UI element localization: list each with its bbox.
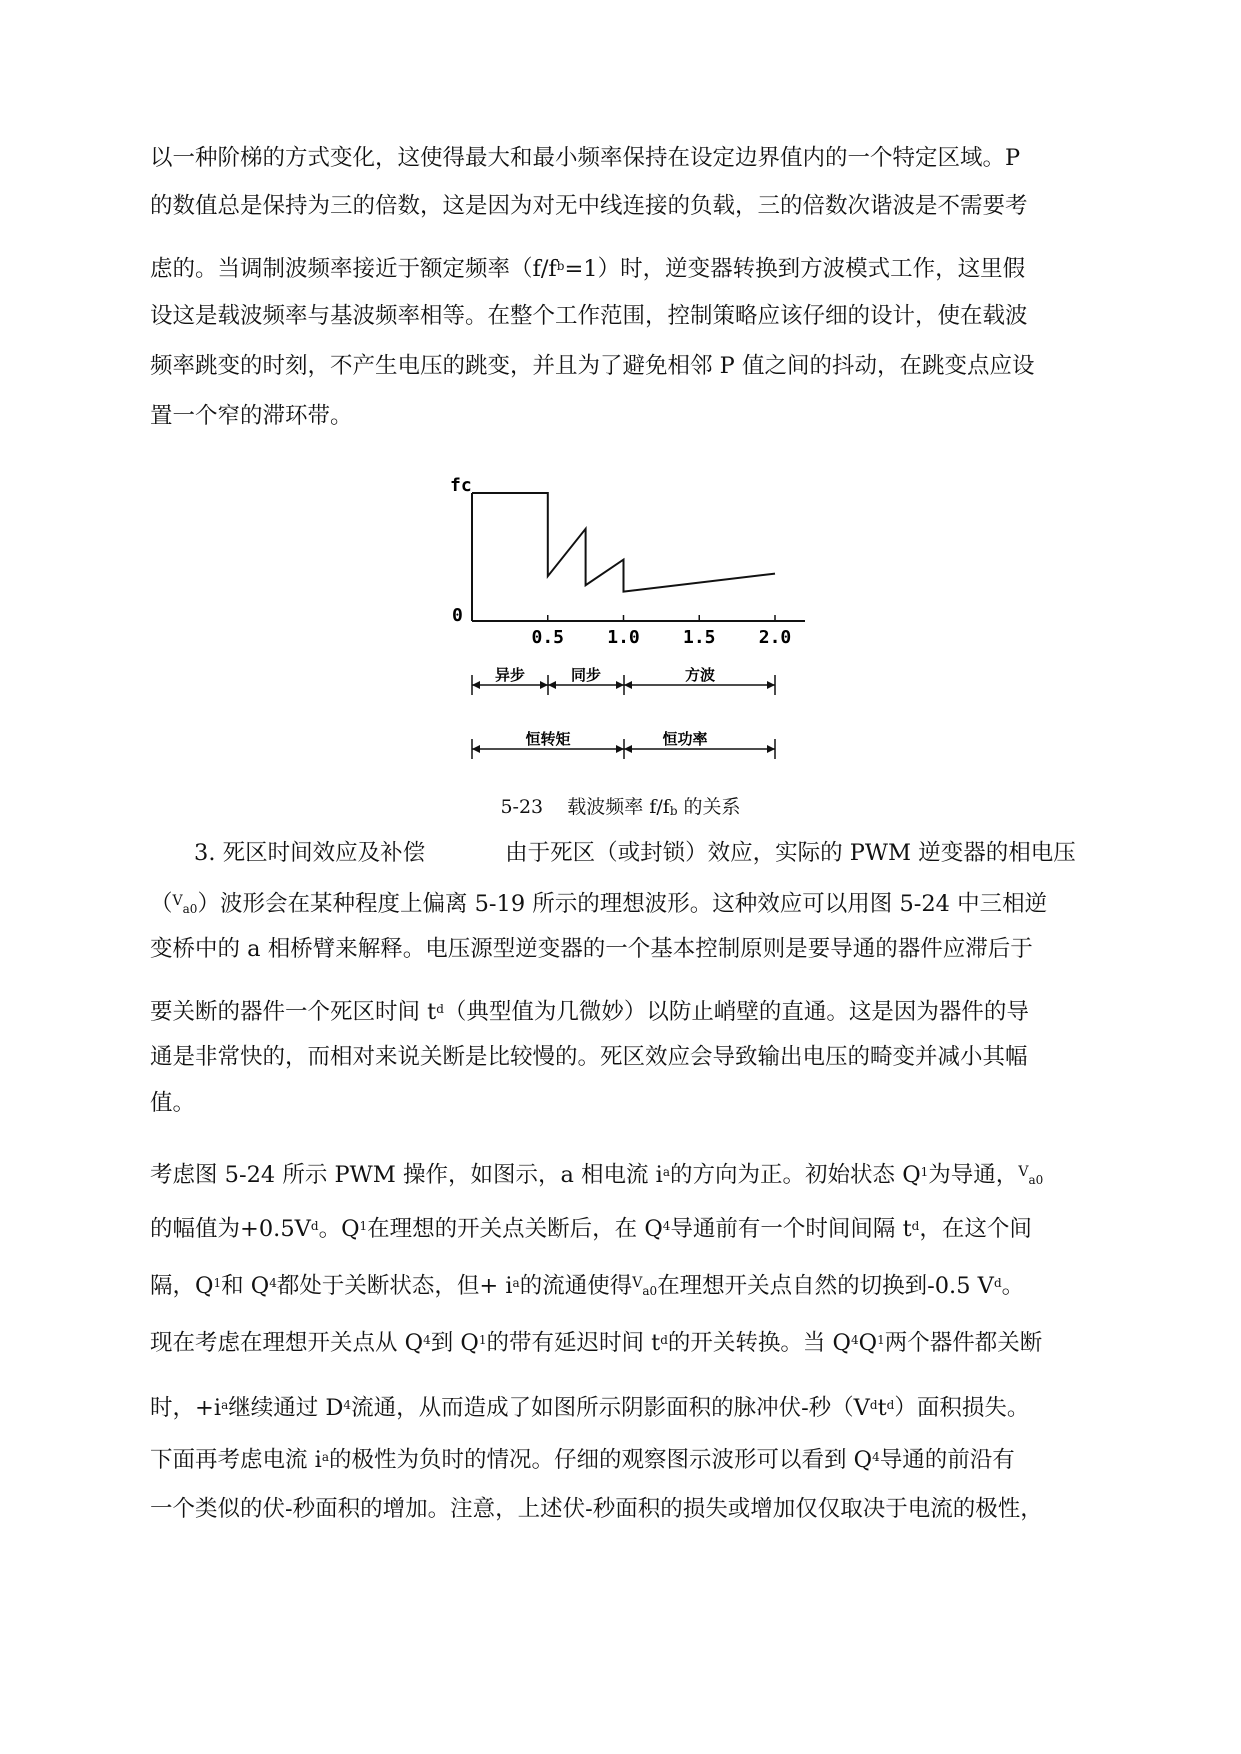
superscript: a — [662, 1165, 671, 1179]
caption-text: 载波频率 f/f — [567, 796, 670, 818]
arrow-head — [548, 681, 556, 689]
superscript: 1 — [359, 1219, 368, 1233]
band-row-2 — [472, 730, 775, 759]
arrow-head — [767, 681, 775, 689]
band-row-1 — [472, 666, 775, 695]
band-label-sync: 同步 — [570, 666, 602, 684]
superscript: 1 — [213, 1276, 222, 1290]
text-line — [150, 1216, 1032, 1242]
figure-caption — [0, 792, 1241, 819]
text-line — [150, 1162, 1044, 1188]
text-run: 在理想开关点自然的切换到-0.5 V — [657, 1273, 994, 1299]
subscript: b — [669, 804, 678, 818]
text-run: 的带有延迟时间 t — [486, 1330, 661, 1356]
section-heading: 3. 死区时间效应及补偿 — [194, 840, 426, 866]
superscript: 4 — [343, 1398, 352, 1412]
text-run: 流通，从而造成了如图所示阴影面积的脉冲伏-秒（V — [351, 1395, 870, 1421]
carrier-frequency-line — [472, 493, 775, 592]
text-run: 的幅值为+0.5V — [150, 1216, 311, 1242]
text-run: 的极性为负时的情况。仔细的观察图示波形可以看到 Q — [329, 1447, 873, 1473]
text-line — [150, 891, 1048, 917]
superscript: d — [911, 1219, 920, 1233]
text-run: 都处于关断状态，但+ i — [276, 1273, 513, 1299]
band-label-square-wave: 方波 — [684, 666, 716, 684]
subscript: a0 — [182, 902, 198, 916]
text-run: ，在这个间 — [919, 1216, 1032, 1242]
superscript: a — [512, 1276, 520, 1290]
band-label-constant-torque: 恒转矩 — [525, 730, 571, 748]
arrow-head — [616, 681, 624, 689]
text-run: 虑的。当调制波频率接近于额定频率（f/f — [150, 256, 557, 282]
subscript: a0 — [642, 1284, 658, 1298]
text-run: t — [877, 1395, 887, 1421]
text-run: （ — [150, 891, 173, 917]
x-tick-label: 1.0 — [607, 627, 640, 648]
superscript: a — [321, 1450, 330, 1464]
text-run: 下面再考虑电流 i — [150, 1447, 322, 1473]
carrier-frequency-figure — [430, 463, 830, 783]
text-run: 由于死区（或封锁）效应，实际的 PWM 逆变器的相电压 — [505, 840, 1076, 866]
caption-number: 5-23 — [500, 796, 544, 818]
superscript: 4 — [423, 1333, 431, 1347]
text-run: 考虑图 5-24 所示 PWM 操作，如图示，a 相电流 i — [150, 1162, 663, 1188]
text-run: 隔，Q — [150, 1273, 214, 1299]
text-run: 导通的前沿有 — [879, 1447, 1015, 1473]
text-run: 现在考虑在理想开关点从 Q — [150, 1330, 424, 1356]
text-run: 时，+i — [150, 1395, 222, 1421]
text-run: 和 Q — [221, 1273, 270, 1299]
text-run: 。 — [1001, 1273, 1025, 1299]
arrow-head — [540, 681, 548, 689]
text-run: 的开关转换。当 Q — [667, 1330, 851, 1356]
text-run: ）面积损失。 — [894, 1395, 1030, 1421]
superscript: d — [869, 1398, 878, 1412]
text-run: 在理想的开关点关断后，在 Q — [367, 1216, 663, 1242]
y-axis-label: fc — [450, 475, 472, 496]
arrow-head — [624, 681, 632, 689]
text-line — [150, 999, 1029, 1025]
text-line — [150, 1273, 1025, 1299]
text-run: 。Q — [318, 1216, 360, 1242]
superscript: d — [886, 1398, 895, 1412]
band-label-constant-power: 恒功率 — [662, 730, 708, 748]
text-run: =1）时，逆变器转换到方波模式工作，这里假 — [564, 256, 1026, 282]
y-axis-zero-label: 0 — [452, 605, 463, 626]
band-label-async: 异步 — [494, 666, 526, 684]
superscript: d — [993, 1276, 1002, 1290]
superscript: 4 — [269, 1276, 277, 1290]
superscript: a — [221, 1398, 229, 1412]
superscript: 1 — [478, 1333, 487, 1347]
superscript: d — [310, 1219, 319, 1233]
text-run: 为导通， — [928, 1162, 1019, 1188]
symbol: V — [632, 1275, 643, 1291]
arrow-head — [472, 745, 480, 753]
text-line — [150, 256, 1026, 282]
superscript: 1 — [877, 1333, 885, 1347]
superscript: 4 — [662, 1219, 671, 1233]
text-run: 导通前有一个时间间隔 t — [670, 1216, 912, 1242]
text-run: 两个器件都关断 — [884, 1330, 1043, 1356]
text-run: ）波形会在某种程度上偏离 5-19 所示的理想波形。这种效应可以用图 5-24 中三相逆 — [197, 891, 1048, 917]
text-run: 的方向为正。初始状态 Q — [670, 1162, 921, 1188]
superscript: 4 — [872, 1450, 880, 1464]
superscript: 4 — [851, 1333, 859, 1347]
symbol: V — [172, 893, 183, 909]
superscript: b — [556, 259, 565, 273]
x-tick-label: 2.0 — [758, 627, 792, 648]
superscript: 1 — [920, 1165, 929, 1179]
x-tick-label: 0.5 — [531, 627, 565, 648]
subscript: a0 — [1028, 1173, 1044, 1187]
text-run: 继续通过 D — [228, 1395, 344, 1421]
text-run: 到 Q — [430, 1330, 479, 1356]
text-run: （典型值为几微妙）以防止峭壁的直通。这是因为器件的导 — [443, 999, 1029, 1025]
x-tick-label: 1.5 — [682, 627, 716, 648]
text-run: 的流通使得 — [519, 1273, 633, 1299]
text-line — [150, 1447, 1015, 1473]
arrow-head — [624, 745, 632, 753]
superscript: d — [660, 1333, 668, 1347]
text-line — [150, 1395, 1030, 1421]
text-line — [150, 1330, 1043, 1356]
superscript: d — [436, 1002, 444, 1016]
x-ticks — [531, 615, 791, 648]
arrow-head — [472, 681, 480, 689]
text-run: Q — [858, 1330, 878, 1356]
arrow-head — [767, 745, 775, 753]
text-run: 要关断的器件一个死区时间 t — [150, 999, 437, 1025]
arrow-head — [616, 745, 624, 753]
text-line — [194, 840, 1076, 866]
symbol: V — [1018, 1164, 1029, 1180]
caption-tail: 的关系 — [683, 796, 741, 818]
